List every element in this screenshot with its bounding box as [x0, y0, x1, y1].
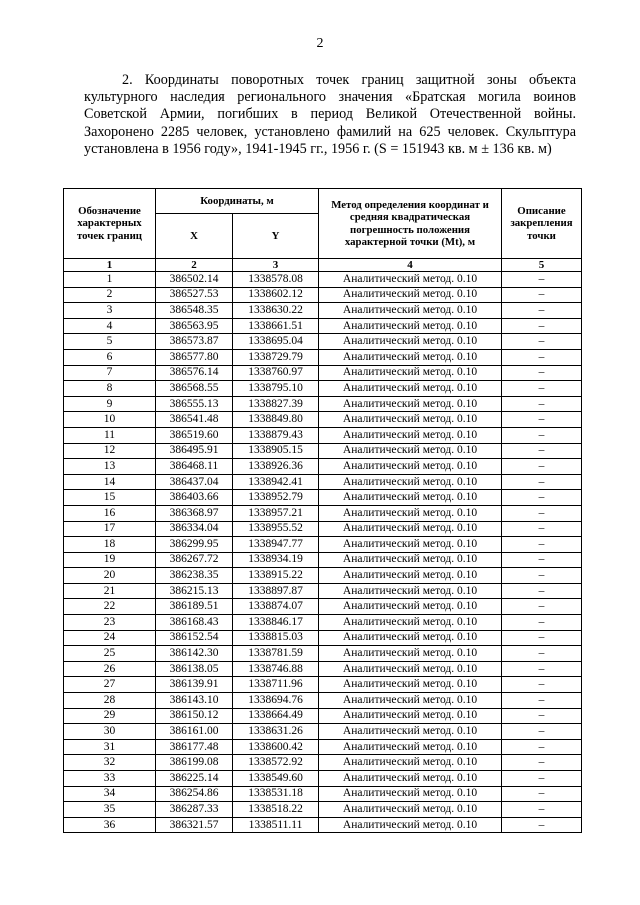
page-number: 2 [316, 36, 324, 51]
x-cell: 386368.97 [156, 505, 233, 521]
y-cell: 1338846.17 [233, 615, 319, 631]
method-cell: Аналитический метод. 0.10 [319, 786, 502, 802]
point-id-cell: 34 [64, 786, 156, 802]
y-cell: 1338952.79 [233, 490, 319, 506]
x-cell: 386177.48 [156, 739, 233, 755]
y-cell: 1338915.22 [233, 568, 319, 584]
table-row [64, 303, 582, 319]
method-cell: Аналитический метод. 0.10 [319, 583, 502, 599]
point-id-cell: 9 [64, 396, 156, 412]
table-row [64, 817, 582, 833]
method-cell: Аналитический метод. 0.10 [319, 381, 502, 397]
x-cell: 386150.12 [156, 708, 233, 724]
point-id-cell: 4 [64, 318, 156, 334]
y-cell: 1338695.04 [233, 334, 319, 350]
y-cell: 1338746.88 [233, 661, 319, 677]
description-cell: – [502, 272, 582, 288]
point-id-cell: 8 [64, 381, 156, 397]
x-cell: 386189.51 [156, 599, 233, 615]
x-cell: 386577.80 [156, 349, 233, 365]
point-id-cell: 22 [64, 599, 156, 615]
table-row [64, 568, 582, 584]
table-row [64, 490, 582, 506]
point-id-cell: 2 [64, 287, 156, 303]
point-id-cell: 28 [64, 693, 156, 709]
point-id-cell: 25 [64, 646, 156, 662]
table-row [64, 615, 582, 631]
table-row [64, 755, 582, 771]
x-cell: 386334.04 [156, 521, 233, 537]
x-cell: 386287.33 [156, 802, 233, 818]
table-row [64, 724, 582, 740]
y-cell: 1338827.39 [233, 396, 319, 412]
point-id-cell: 36 [64, 817, 156, 833]
point-id-cell: 19 [64, 552, 156, 568]
method-cell: Аналитический метод. 0.10 [319, 661, 502, 677]
table-row [64, 583, 582, 599]
x-cell: 386254.86 [156, 786, 233, 802]
method-cell: Аналитический метод. 0.10 [319, 505, 502, 521]
description-cell: – [502, 630, 582, 646]
table-row [64, 318, 582, 334]
description-cell: – [502, 537, 582, 553]
method-cell: Аналитический метод. 0.10 [319, 334, 502, 350]
point-id-cell: 16 [64, 505, 156, 521]
point-id-cell: 10 [64, 412, 156, 428]
column-number: 3 [233, 259, 319, 272]
y-cell: 1338549.60 [233, 771, 319, 787]
description-cell: – [502, 583, 582, 599]
x-cell: 386199.08 [156, 755, 233, 771]
point-id-cell: 26 [64, 661, 156, 677]
y-cell: 1338711.96 [233, 677, 319, 693]
description-cell: – [502, 677, 582, 693]
method-cell: Аналитический метод. 0.10 [319, 459, 502, 475]
table-body [64, 272, 582, 833]
point-id-cell: 18 [64, 537, 156, 553]
y-cell: 1338578.08 [233, 272, 319, 288]
description-cell: – [502, 521, 582, 537]
description-cell: – [502, 724, 582, 740]
x-cell: 386495.91 [156, 443, 233, 459]
y-cell: 1338905.15 [233, 443, 319, 459]
y-cell: 1338815.03 [233, 630, 319, 646]
description-cell: – [502, 693, 582, 709]
y-cell: 1338934.19 [233, 552, 319, 568]
table-row [64, 427, 582, 443]
table-row [64, 474, 582, 490]
method-cell: Аналитический метод. 0.10 [319, 349, 502, 365]
x-cell: 386502.14 [156, 272, 233, 288]
method-cell: Аналитический метод. 0.10 [319, 677, 502, 693]
point-id-cell: 15 [64, 490, 156, 506]
column-number: 4 [319, 259, 502, 272]
table-row [64, 412, 582, 428]
point-id-cell: 30 [64, 724, 156, 740]
x-cell: 386519.60 [156, 427, 233, 443]
description-cell: – [502, 334, 582, 350]
x-cell: 386152.54 [156, 630, 233, 646]
point-id-cell: 12 [64, 443, 156, 459]
x-cell: 386403.66 [156, 490, 233, 506]
y-cell: 1338729.79 [233, 349, 319, 365]
y-cell: 1338795.10 [233, 381, 319, 397]
table-row [64, 677, 582, 693]
x-cell: 386576.14 [156, 365, 233, 381]
x-cell: 386573.87 [156, 334, 233, 350]
method-cell: Аналитический метод. 0.10 [319, 490, 502, 506]
method-cell: Аналитический метод. 0.10 [319, 443, 502, 459]
x-cell: 386299.95 [156, 537, 233, 553]
x-cell: 386548.35 [156, 303, 233, 319]
point-id-cell: 11 [64, 427, 156, 443]
table-row [64, 521, 582, 537]
description-cell: – [502, 552, 582, 568]
x-cell: 386143.10 [156, 693, 233, 709]
table-row [64, 537, 582, 553]
method-cell: Аналитический метод. 0.10 [319, 412, 502, 428]
y-cell: 1338947.77 [233, 537, 319, 553]
method-cell: Аналитический метод. 0.10 [319, 646, 502, 662]
table-row [64, 459, 582, 475]
x-cell: 386437.04 [156, 474, 233, 490]
description-cell: – [502, 396, 582, 412]
table-row [64, 396, 582, 412]
y-cell: 1338600.42 [233, 739, 319, 755]
y-cell: 1338942.41 [233, 474, 319, 490]
description-cell: – [502, 427, 582, 443]
table-row [64, 661, 582, 677]
x-cell: 386139.91 [156, 677, 233, 693]
x-cell: 386568.55 [156, 381, 233, 397]
table-row [64, 365, 582, 381]
y-cell: 1338760.97 [233, 365, 319, 381]
description-cell: – [502, 802, 582, 818]
y-cell: 1338631.26 [233, 724, 319, 740]
point-id-cell: 5 [64, 334, 156, 350]
x-cell: 386161.00 [156, 724, 233, 740]
method-cell: Аналитический метод. 0.10 [319, 272, 502, 288]
header-method: Метод определения координат и средняя квадратическая погрешность положения характерной точки (Mt), м [319, 189, 502, 259]
method-cell: Аналитический метод. 0.10 [319, 365, 502, 381]
x-cell: 386563.95 [156, 318, 233, 334]
method-cell: Аналитический метод. 0.10 [319, 287, 502, 303]
method-cell: Аналитический метод. 0.10 [319, 630, 502, 646]
header-point: Обозначение характерных точек границ [64, 189, 156, 259]
y-cell: 1338955.52 [233, 521, 319, 537]
method-cell: Аналитический метод. 0.10 [319, 708, 502, 724]
x-cell: 386468.11 [156, 459, 233, 475]
x-cell: 386238.35 [156, 568, 233, 584]
description-cell: – [502, 568, 582, 584]
method-cell: Аналитический метод. 0.10 [319, 693, 502, 709]
method-cell: Аналитический метод. 0.10 [319, 396, 502, 412]
column-number: 2 [156, 259, 233, 272]
table-row [64, 505, 582, 521]
method-cell: Аналитический метод. 0.10 [319, 474, 502, 490]
x-cell: 386321.57 [156, 817, 233, 833]
y-cell: 1338849.80 [233, 412, 319, 428]
y-cell: 1338661.51 [233, 318, 319, 334]
point-id-cell: 20 [64, 568, 156, 584]
y-cell: 1338511.11 [233, 817, 319, 833]
table-row [64, 739, 582, 755]
method-cell: Аналитический метод. 0.10 [319, 552, 502, 568]
y-cell: 1338781.59 [233, 646, 319, 662]
description-cell: – [502, 318, 582, 334]
x-cell: 386555.13 [156, 396, 233, 412]
table-row [64, 708, 582, 724]
method-cell: Аналитический метод. 0.10 [319, 599, 502, 615]
table-row [64, 771, 582, 787]
table-row [64, 272, 582, 288]
method-cell: Аналитический метод. 0.10 [319, 817, 502, 833]
intro-paragraph: 2. Координаты поворотных точек границ защитной зоны объекта культурного наследия регионального значения «Братская могила воинов Советской Армии, погибших в период Великой Отечественной войны. Захоронено 2285 человек, установлено фамилий на 625 человек. Скульптура установлена в 1956 году», 1941-1945 гг., 1956 г. (S = 151943 кв. м ± 136 кв. м) [84, 72, 576, 157]
point-id-cell: 27 [64, 677, 156, 693]
coordinates-table [63, 188, 582, 833]
description-cell: – [502, 615, 582, 631]
header-description: Описание закрепления точки [502, 189, 582, 259]
point-id-cell: 24 [64, 630, 156, 646]
description-cell: – [502, 287, 582, 303]
header-x: X [156, 214, 233, 259]
header-coords: Координаты, м [156, 189, 319, 214]
description-cell: – [502, 755, 582, 771]
x-cell: 386168.43 [156, 615, 233, 631]
table-row [64, 349, 582, 365]
y-cell: 1338518.22 [233, 802, 319, 818]
x-cell: 386267.72 [156, 552, 233, 568]
description-cell: – [502, 771, 582, 787]
description-cell: – [502, 459, 582, 475]
method-cell: Аналитический метод. 0.10 [319, 537, 502, 553]
y-cell: 1338694.76 [233, 693, 319, 709]
method-cell: Аналитический метод. 0.10 [319, 568, 502, 584]
table-row [64, 802, 582, 818]
description-cell: – [502, 349, 582, 365]
header-y: Y [233, 214, 319, 259]
point-id-cell: 7 [64, 365, 156, 381]
y-cell: 1338957.21 [233, 505, 319, 521]
point-id-cell: 1 [64, 272, 156, 288]
table-row [64, 443, 582, 459]
point-id-cell: 33 [64, 771, 156, 787]
point-id-cell: 31 [64, 739, 156, 755]
description-cell: – [502, 474, 582, 490]
x-cell: 386215.13 [156, 583, 233, 599]
column-number-row [64, 259, 582, 272]
x-cell: 386541.48 [156, 412, 233, 428]
point-id-cell: 32 [64, 755, 156, 771]
x-cell: 386225.14 [156, 771, 233, 787]
point-id-cell: 17 [64, 521, 156, 537]
description-cell: – [502, 365, 582, 381]
description-cell: – [502, 646, 582, 662]
column-number: 5 [502, 259, 582, 272]
y-cell: 1338664.49 [233, 708, 319, 724]
description-cell: – [502, 412, 582, 428]
method-cell: Аналитический метод. 0.10 [319, 755, 502, 771]
method-cell: Аналитический метод. 0.10 [319, 615, 502, 631]
table-row [64, 552, 582, 568]
table-row [64, 693, 582, 709]
table-row [64, 381, 582, 397]
y-cell: 1338897.87 [233, 583, 319, 599]
method-cell: Аналитический метод. 0.10 [319, 427, 502, 443]
method-cell: Аналитический метод. 0.10 [319, 521, 502, 537]
description-cell: – [502, 739, 582, 755]
description-cell: – [502, 490, 582, 506]
column-number: 1 [64, 259, 156, 272]
y-cell: 1338602.12 [233, 287, 319, 303]
description-cell: – [502, 786, 582, 802]
y-cell: 1338531.18 [233, 786, 319, 802]
point-id-cell: 29 [64, 708, 156, 724]
method-cell: Аналитический метод. 0.10 [319, 724, 502, 740]
point-id-cell: 3 [64, 303, 156, 319]
table-row [64, 646, 582, 662]
x-cell: 386142.30 [156, 646, 233, 662]
description-cell: – [502, 505, 582, 521]
table-row [64, 287, 582, 303]
table-row [64, 599, 582, 615]
description-cell: – [502, 381, 582, 397]
point-id-cell: 35 [64, 802, 156, 818]
table-row [64, 334, 582, 350]
point-id-cell: 23 [64, 615, 156, 631]
description-cell: – [502, 303, 582, 319]
method-cell: Аналитический метод. 0.10 [319, 739, 502, 755]
method-cell: Аналитический метод. 0.10 [319, 303, 502, 319]
x-cell: 386138.05 [156, 661, 233, 677]
method-cell: Аналитический метод. 0.10 [319, 802, 502, 818]
description-cell: – [502, 599, 582, 615]
y-cell: 1338874.07 [233, 599, 319, 615]
point-id-cell: 13 [64, 459, 156, 475]
description-cell: – [502, 661, 582, 677]
point-id-cell: 14 [64, 474, 156, 490]
y-cell: 1338926.36 [233, 459, 319, 475]
point-id-cell: 6 [64, 349, 156, 365]
table-row [64, 630, 582, 646]
y-cell: 1338630.22 [233, 303, 319, 319]
description-cell: – [502, 443, 582, 459]
method-cell: Аналитический метод. 0.10 [319, 318, 502, 334]
y-cell: 1338879.43 [233, 427, 319, 443]
description-cell: – [502, 708, 582, 724]
point-id-cell: 21 [64, 583, 156, 599]
method-cell: Аналитический метод. 0.10 [319, 771, 502, 787]
table-row [64, 786, 582, 802]
x-cell: 386527.53 [156, 287, 233, 303]
description-cell: – [502, 817, 582, 833]
y-cell: 1338572.92 [233, 755, 319, 771]
